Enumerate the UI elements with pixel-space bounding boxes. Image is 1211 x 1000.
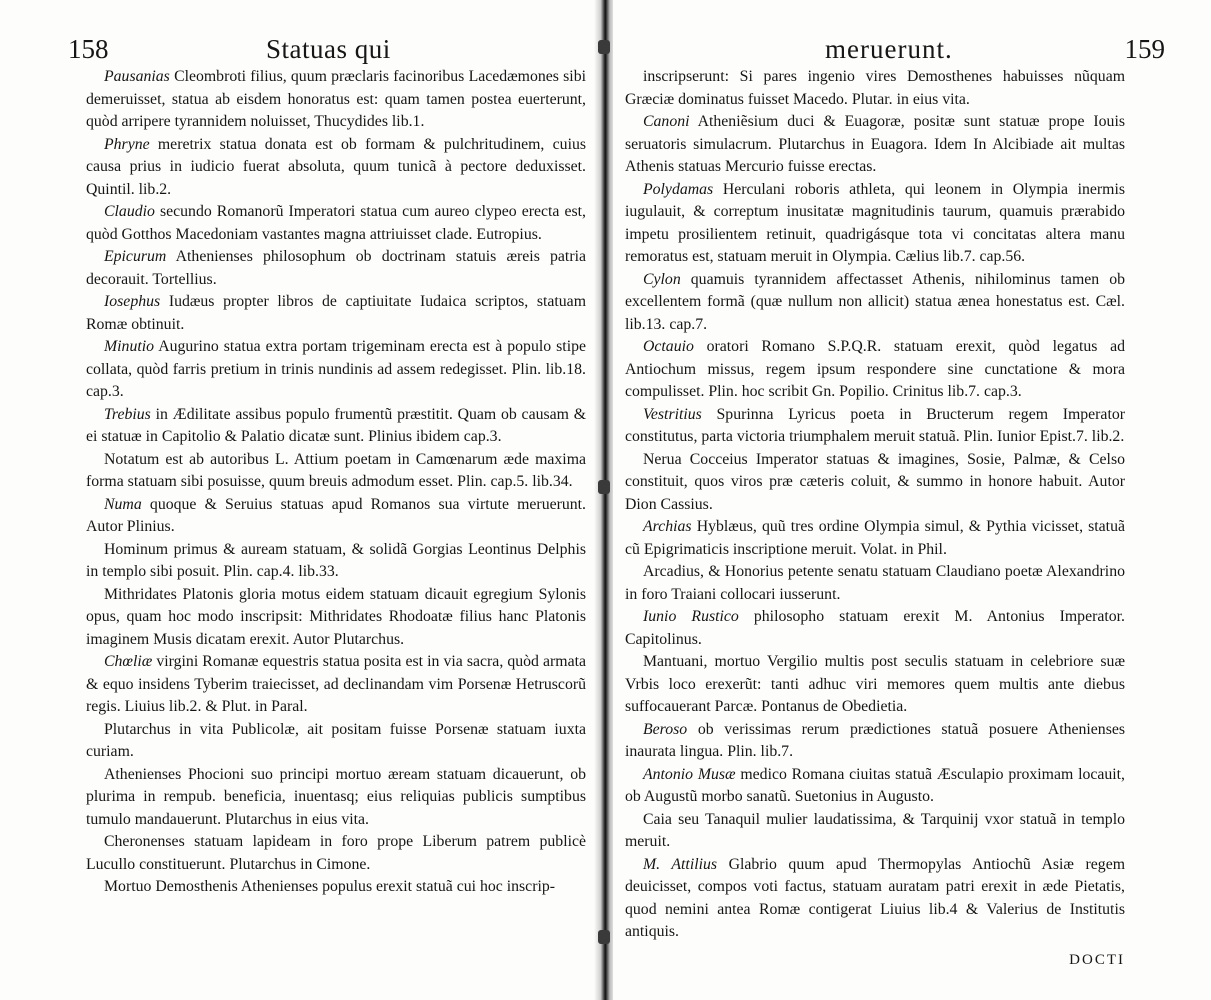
- entry-lead-name: Minutio: [104, 338, 155, 355]
- entry-text: Nerua Cocceius Imperator statuas & imagines, Sosie, Palmæ, & Celso constituit, quos viros præ cæteris coluit, & summo in honore habuit. Autor Dion Cassius.: [625, 450, 1125, 513]
- entry-text: Arcadius, & Honorius petente senatu statuam Claudiano poetæ Alexandrino in foro Traiani collocari iusserunt.: [625, 563, 1125, 603]
- binding-stitch: [598, 930, 610, 944]
- right-page: [613, 0, 1211, 1000]
- entry-lead-name: Chœliæ: [104, 653, 153, 670]
- entry-paragraph: [86, 831, 586, 876]
- entry-lead-name: Pausanias: [104, 68, 170, 85]
- entry-lead-name: Claudio: [104, 203, 155, 220]
- running-head: Statuas qui: [266, 34, 391, 64]
- entry-paragraph: [86, 494, 586, 539]
- entry-lead-name: Canoni: [643, 113, 690, 130]
- entry-lead-name: Epicurum: [104, 248, 167, 265]
- entry-lead-name: Polydamas: [643, 180, 714, 198]
- entry-text: philosopho statuam erexit M. Antonius Imperator. Capitolinus.: [625, 608, 1125, 648]
- entry-paragraph: [625, 516, 1125, 561]
- entry-paragraph: [625, 66, 1125, 111]
- entry-paragraph: [86, 764, 586, 832]
- running-head: meruerunt.: [825, 34, 953, 64]
- entry-lead-name: Octauio: [643, 338, 694, 355]
- entry-text: ob verissimas rerum prædictiones statuã posuere Athenienses inaurata lingua. Plin. lib.7.: [625, 720, 1125, 760]
- entry-text: Athenienses Phocioni suo principi mortuo æream statuam dicauerunt, ob plurima in rempub. beneficia, inuentasq; eius reliquias publicis sumptibus tumulo mandauerunt. Plutarchus in eius vita.: [86, 765, 586, 828]
- entry-paragraph: [625, 269, 1125, 337]
- entry-text: Mantuani, mortuo Vergilio multis post seculis statuam in celebriore suæ Vrbis loco erexerũt: tanti adhuc viri memores quem multis ante diebus suffocauerant Parcæ. Pontanus de Obedietia.: [625, 653, 1125, 715]
- entry-lead-name: Trebius: [104, 405, 151, 423]
- entry-text: quamuis tyrannidem affectasset Athenis, nihilominus tamen ob excellentem formã (quæ nullum non allicit) statua ænea honestatus est. Cæl. lib.13. cap.7.: [625, 270, 1125, 333]
- entry-paragraph: [86, 134, 586, 202]
- entry-lead-name: Archias: [643, 518, 692, 535]
- entry-paragraph: [625, 719, 1125, 764]
- entry-text: Atheniẽsium duci & Euagoræ, positæ sunt statuæ prope Iouis seruatoris simulacrum. Plutarchus in Euagora. Idem In Alcibiade ait multas Athenis statuas Mercurio fuisse erectas.: [625, 113, 1125, 175]
- entry-paragraph: [86, 291, 586, 336]
- entry-lead-name: M. Attilius: [643, 855, 718, 873]
- entry-text: Augurino statua extra portam trigeminam erecta est à populo stipe collata, quòd farris pretium in trinis nundinis ad assem redegisset. Plin. lib.18. cap.3.: [86, 338, 586, 400]
- entry-text: Cleombroti filius, quum præclaris facinoribus Lacedæmones sibi demeruisset, statua ab eisdem honoratus est: quam tamen postea euerterunt, quòd arripere tyrannidem noluisset, Thucydides lib.1.: [86, 68, 586, 130]
- entry-text: Iudæus propter libros de captiuitate Iudaica scriptos, statuam Romæ obtinuit.: [86, 293, 586, 333]
- entry-lead-name: Iosephus: [104, 293, 161, 310]
- entry-text: Spurinna Lyricus poeta in Bructerum regem Imperator constitutus, parta victoria triumphalem meruit statuã. Plin. Iunior Epist.7. lib.2.: [625, 405, 1125, 445]
- entry-paragraph: [625, 336, 1125, 404]
- entry-lead-name: Iunio Rustico: [643, 608, 739, 625]
- right-page-header: [625, 32, 1165, 66]
- entry-paragraph: [86, 539, 586, 584]
- entry-text: medico Romana ciuitas statuã Æsculapio proximam locauit, ob Augustũ morbo sanatũ. Suetonius in Augusto.: [625, 765, 1126, 805]
- binding-stitch: [598, 40, 610, 54]
- left-page: [0, 0, 598, 1000]
- entry-text: oratori Romano S.P.Q.R. statuam erexit, quòd legatus ad Antiochum missus, regem ipsum respondere sine cunctatione & mora compulisset. Plin. hoc scribit Gn. Popilio. Crinitus lib.7. cap.3.: [625, 338, 1125, 400]
- entry-paragraph: [625, 179, 1125, 269]
- entry-paragraph: [86, 584, 586, 652]
- entry-lead-name: Phryne: [104, 135, 150, 153]
- entry-lead-name: Beroso: [643, 720, 688, 738]
- entry-paragraph: [625, 449, 1125, 517]
- entry-paragraph: [86, 66, 586, 134]
- right-page-body: [625, 66, 1125, 944]
- entry-lead-name: Numa: [104, 495, 142, 513]
- entry-text: Athenienses philosophum ob doctrinam statuis æreis patria decorauit. Tortellius.: [86, 248, 586, 288]
- entry-paragraph: [86, 449, 586, 494]
- entry-paragraph: [625, 561, 1125, 606]
- entry-text: Herculani roboris athleta, qui leonem in Olympia inermis iugulauit, & correptum inusitatæ magnitudinis taurum, quamuis prærabido impetu prosilientem retinuit, quadrigásque tota vi concitatas altera manu remoratus est, statuam meruit in Olympia. Cælius lib.7. cap.56.: [625, 180, 1125, 265]
- entry-text: virgini Romanæ equestris statua posita est in via sacra, quòd armata & equo insidens Tyberim traiecisset, ad declinandam vim Porsenæ Hetruscorũ regis. Liuius lib.2. & Plut. in Paral.: [86, 653, 586, 715]
- entry-text: Caia seu Tanaquil mulier laudatissima, & Tarquinij vxor statuã in templo meruit.: [625, 810, 1125, 850]
- entry-paragraph: [625, 651, 1125, 719]
- entry-paragraph: [86, 404, 586, 449]
- left-page-header: [68, 32, 586, 66]
- entry-text: secundo Romanorũ Imperatori statua cum aureo clypeo erecta est, quòd Gotthos Macedoniam vastantes magna attriuisset clade. Eutropius.: [86, 203, 586, 243]
- entry-paragraph: [86, 876, 586, 899]
- left-page-body: [86, 66, 586, 899]
- page-number: 158: [68, 34, 109, 64]
- entry-text: Mithridates Platonis gloria motus eidem statuam dicauit egregium Sylonis opus, quam hoc modo inscripsit: Mithridates Rhodoatæ filius hanc Platonis imaginem Musis dicatam erexit. Autor Plutarchus.: [86, 585, 586, 648]
- binding-stitch: [598, 480, 610, 494]
- entry-lead-name: Cylon: [643, 270, 681, 288]
- entry-text: Mortuo Demosthenis Athenienses populus erexit statuã cui hoc inscrip-: [104, 878, 556, 895]
- page-number: 159: [1124, 34, 1165, 64]
- entry-text: Plutarchus in vita Publicolæ, ait positam fuisse Porsenæ statuam iuxta curiam.: [86, 720, 586, 760]
- entry-text: Hominum primus & auream statuam, & solidã Gorgias Leontinus Delphis in templo sibi posuit. Plin. cap.4. lib.33.: [86, 540, 586, 580]
- entry-paragraph: [625, 111, 1125, 179]
- entry-paragraph: [625, 606, 1125, 651]
- entry-paragraph: [625, 764, 1125, 809]
- entry-paragraph: [625, 809, 1125, 854]
- entry-text: inscripserunt: Si pares ingenio vires Demosthenes habuisses nũquam Græciæ dominatus fuisset Macedo. Plutar. in eius vita.: [625, 68, 1125, 108]
- entry-text: meretrix statua donata est ob formam & pulchritudinem, cuius causa prius in iudicio fuerat absoluta, quum tunicã à pectore deduxisset. Quintil. lib.2.: [86, 135, 586, 198]
- entry-paragraph: [625, 404, 1125, 449]
- entry-text: Notatum est ab autoribus L. Attium poetam in Camœnarum æde maxima forma statuam sibi posuisse, quum breuis admodum esset. Plin. cap.5. lib.34.: [86, 450, 586, 490]
- entry-paragraph: [86, 719, 586, 764]
- entry-text: quoque & Seruius statuas apud Romanos sua virtute meruerunt. Autor Plinius.: [86, 495, 586, 535]
- entry-paragraph: [86, 336, 586, 404]
- entry-paragraph: [86, 201, 586, 246]
- entry-text: Hyblæus, quũ tres ordine Olympia simul, & Pythia vicisset, statuã cũ Epigrimaticis inscriptione meruit. Volat. in Phil.: [625, 518, 1125, 558]
- entry-text: Glabrio quum apud Thermopylas Antiochũ Asiæ regem deuicisset, compos voti factus, statuam auratam patri erexit in æde Pietatis, quod nemini antea Romæ contigerat Liuius lib.4 & Valerius de Institutis antiquis.: [625, 855, 1125, 940]
- entry-paragraph: [86, 651, 586, 719]
- entry-text: in Ædilitate assibus populo frumentũ præstitit. Quam ob causam & ei statuæ in Capitolio & Palatio dicatæ sunt. Plinius ibidem cap.3.: [86, 405, 586, 445]
- entry-text: Cheronenses statuam lapideam in foro prope Liberum patrem publicè Lucullo constituerunt. Plutarchus in Cimone.: [86, 833, 586, 873]
- catchword: DOCTI: [1069, 951, 1125, 968]
- entry-lead-name: Antonio Musæ: [643, 765, 736, 783]
- entry-paragraph: [86, 246, 586, 291]
- entry-paragraph: [625, 854, 1125, 944]
- entry-lead-name: Vestritius: [643, 405, 702, 423]
